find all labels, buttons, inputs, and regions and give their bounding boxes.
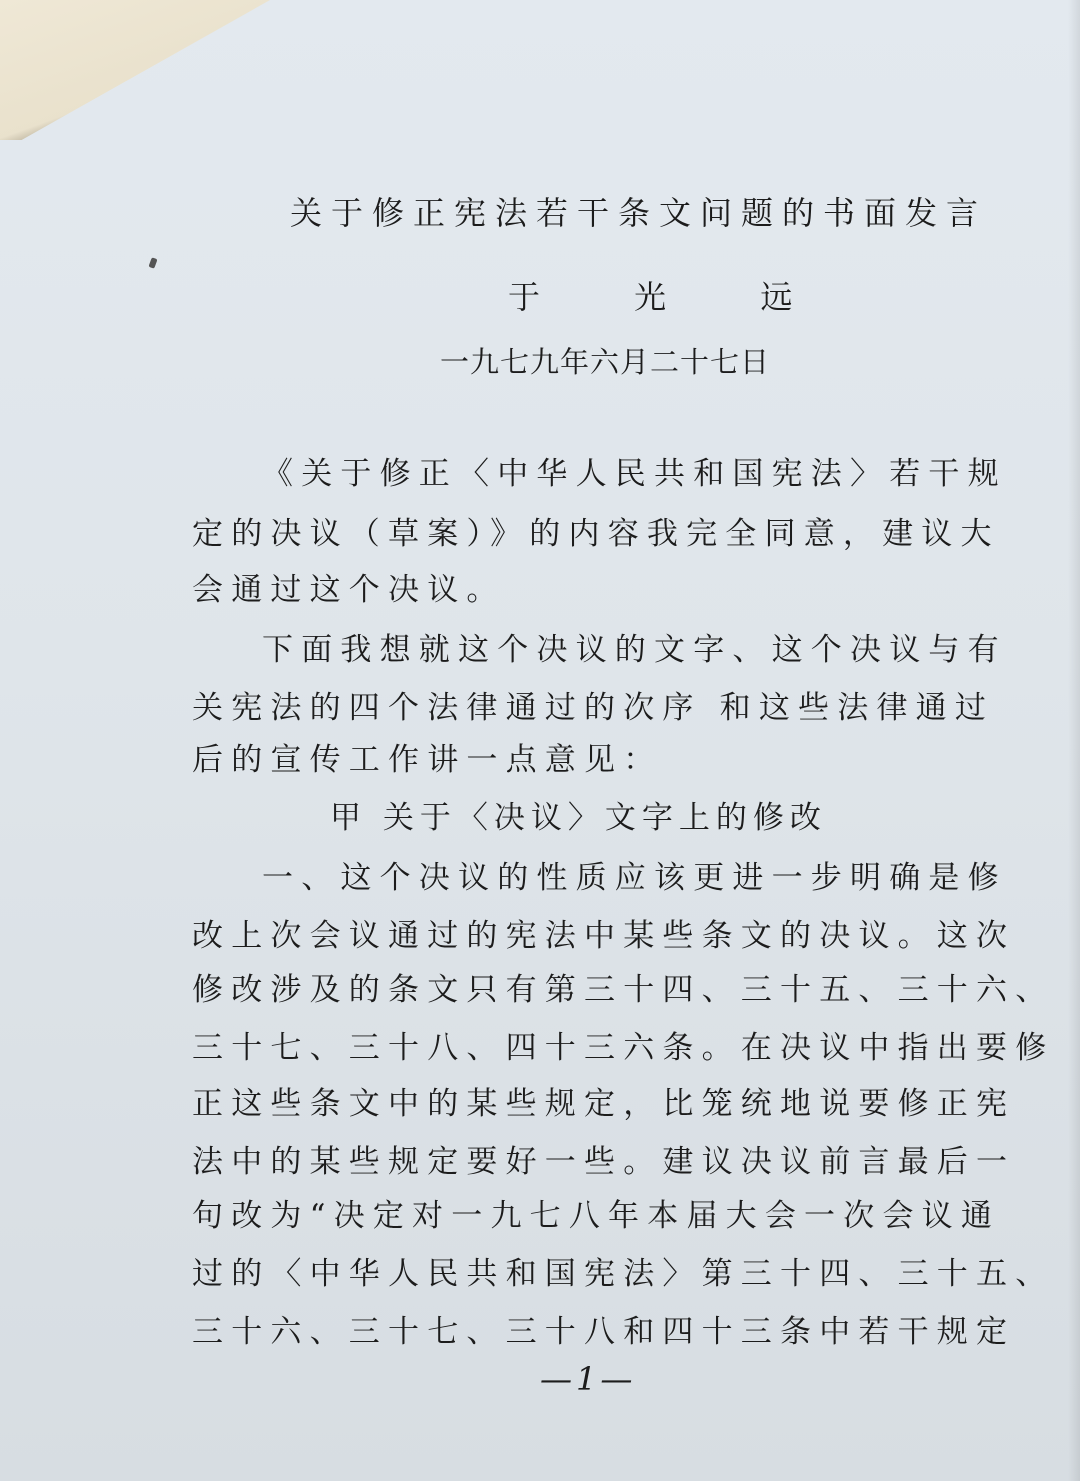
body-line: 后的宣传工作讲一点意见：: [192, 742, 663, 778]
body-line: 会通过这个决议。: [192, 572, 506, 608]
folded-corner-edge: [0, 0, 270, 140]
page-number: —1—: [540, 1360, 637, 1398]
body-line: 关宪法的四个法律通过的次序 和这些法律通过: [192, 690, 995, 726]
body-line: 修改涉及的条文只有第三十四、三十五、三十六、: [192, 972, 1055, 1008]
body-line: 三十六、三十七、三十八和四十三条中若干规定: [192, 1314, 1016, 1350]
body-line: 改上次会议通过的宪法中某些条文的决议。这次: [192, 918, 1016, 954]
section-heading: 甲 关于〈决议〉文字上的修改: [330, 800, 827, 836]
body-line: 定的决议（草案）》的内容我完全同意，建议大: [192, 516, 1000, 552]
body-line: 一、这个决议的性质应该更进一步明确是修: [262, 860, 1007, 896]
page-edge-shadow: [1068, 0, 1080, 1481]
document-author: 于 光 远: [508, 278, 835, 316]
body-line: 正这些条文中的某些规定，比笼统地说要修正宪: [192, 1086, 1016, 1122]
margin-mark: [148, 257, 157, 268]
body-line: 三十七、三十八、四十三六条。在决议中指出要修: [192, 1030, 1055, 1066]
document-title: 关于修正宪法若干条文问题的书面发言: [290, 194, 988, 232]
body-line: 法中的某些规定要好一些。建议决议前言最后一: [192, 1144, 1016, 1180]
body-line: 句改为“决定对一九七八年本届大会一次会议通: [192, 1198, 1001, 1234]
document-date: 一九七九年六月二十七日: [440, 345, 771, 379]
body-line: 过的〈中华人民共和国宪法〉第三十四、三十五、: [192, 1256, 1055, 1292]
body-line: 《关于修正〈中华人民共和国宪法〉若干规: [262, 456, 1007, 492]
body-line: 下面我想就这个决议的文字、这个决议与有: [262, 632, 1007, 668]
